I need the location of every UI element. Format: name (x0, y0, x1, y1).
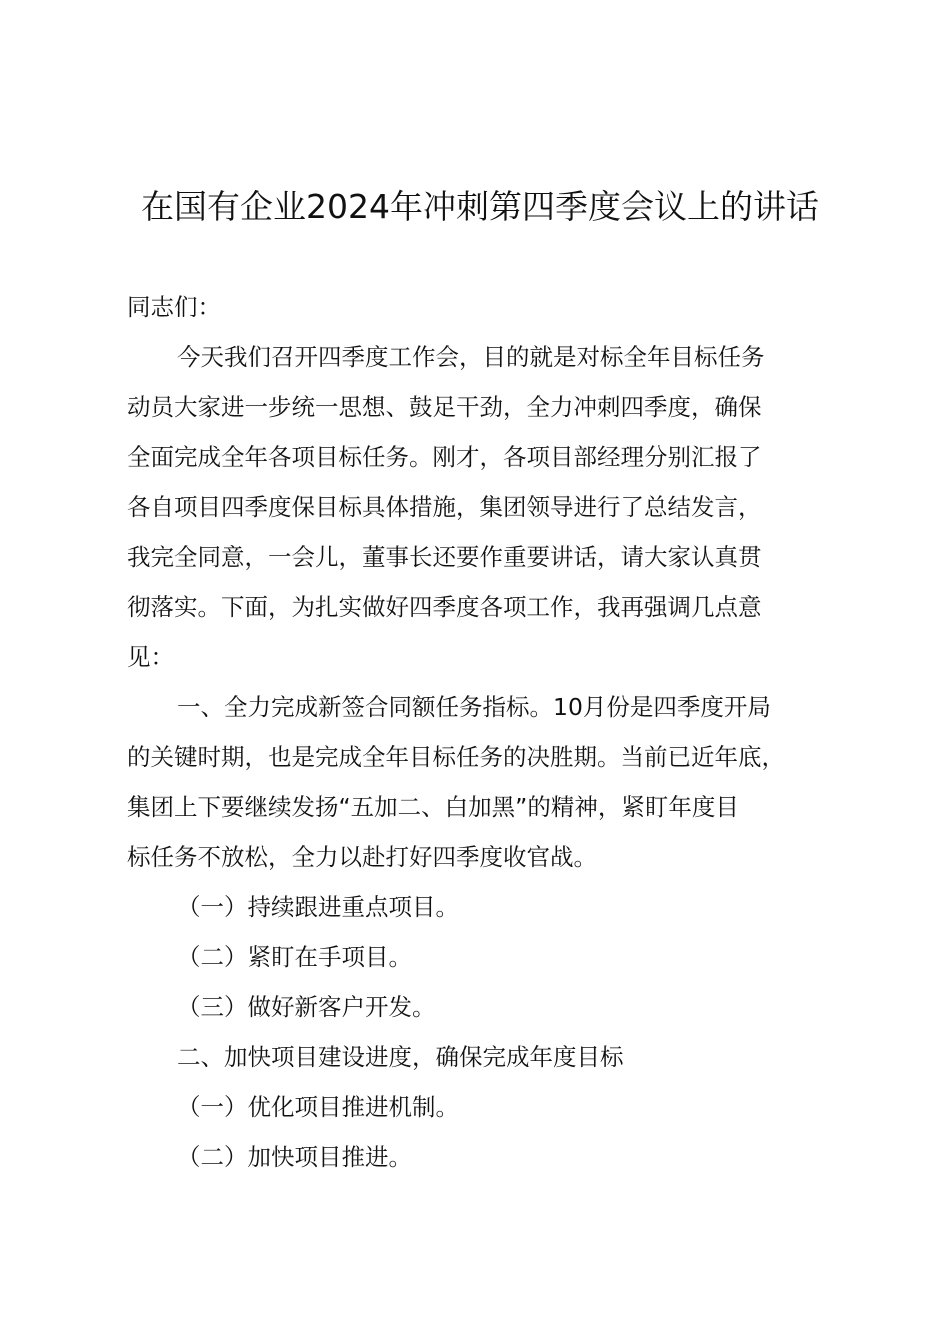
paragraph-line: 标任务不放松，全力以赴打好四季度收官战。 (127, 843, 597, 871)
paragraph-line: 今天我们召开四季度工作会，目的就是对标全年目标任务 (177, 343, 765, 371)
list-item: （二）加快项目推进。 (177, 1143, 412, 1171)
paragraph-section-one (127, 682, 842, 882)
salutation: 同志们： (127, 293, 221, 321)
paragraph-line: 的关键时期，也是完成全年目标任务的决胜期。当前已近年底， (127, 743, 785, 771)
list-item: （一）持续跟进重点项目。 (177, 893, 459, 921)
item-list (127, 882, 842, 1182)
list-item: （一）优化项目推进机制。 (177, 1093, 459, 1121)
document-body (127, 282, 842, 1182)
paragraph-line: 彻落实。下面，为扎实做好四季度各项工作，我再强调几点意 (127, 593, 762, 621)
paragraph-line: 一、全力完成新签合同额任务指标。10月份是四季度开局 (177, 693, 771, 721)
paragraph-line: 我完全同意，一会儿，董事长还要作重要讲话，请大家认真贯 (127, 543, 762, 571)
document-title: 在国有企业2024年冲刺第四季度会议上的讲话 (141, 187, 819, 226)
list-item: （三）做好新客户开发。 (177, 993, 436, 1021)
paragraph-line: 动员大家进一步统一思想、鼓足干劲，全力冲刺四季度，确保 (127, 393, 762, 421)
section-heading: 二、加快项目建设进度，确保完成年度目标 (177, 1043, 624, 1071)
paragraph-line: 全面完成全年各项目标任务。刚才，各项目部经理分别汇报了 (127, 443, 762, 471)
paragraph-line: 集团上下要继续发扬“五加二、白加黑”的精神，紧盯年度目 (127, 793, 739, 821)
paragraph-line: 见： (127, 643, 174, 671)
list-item: （二）紧盯在手项目。 (177, 943, 412, 971)
paragraph-intro (127, 332, 842, 682)
paragraph-line: 各自项目四季度保目标具体措施，集团领导进行了总结发言， (127, 493, 762, 521)
